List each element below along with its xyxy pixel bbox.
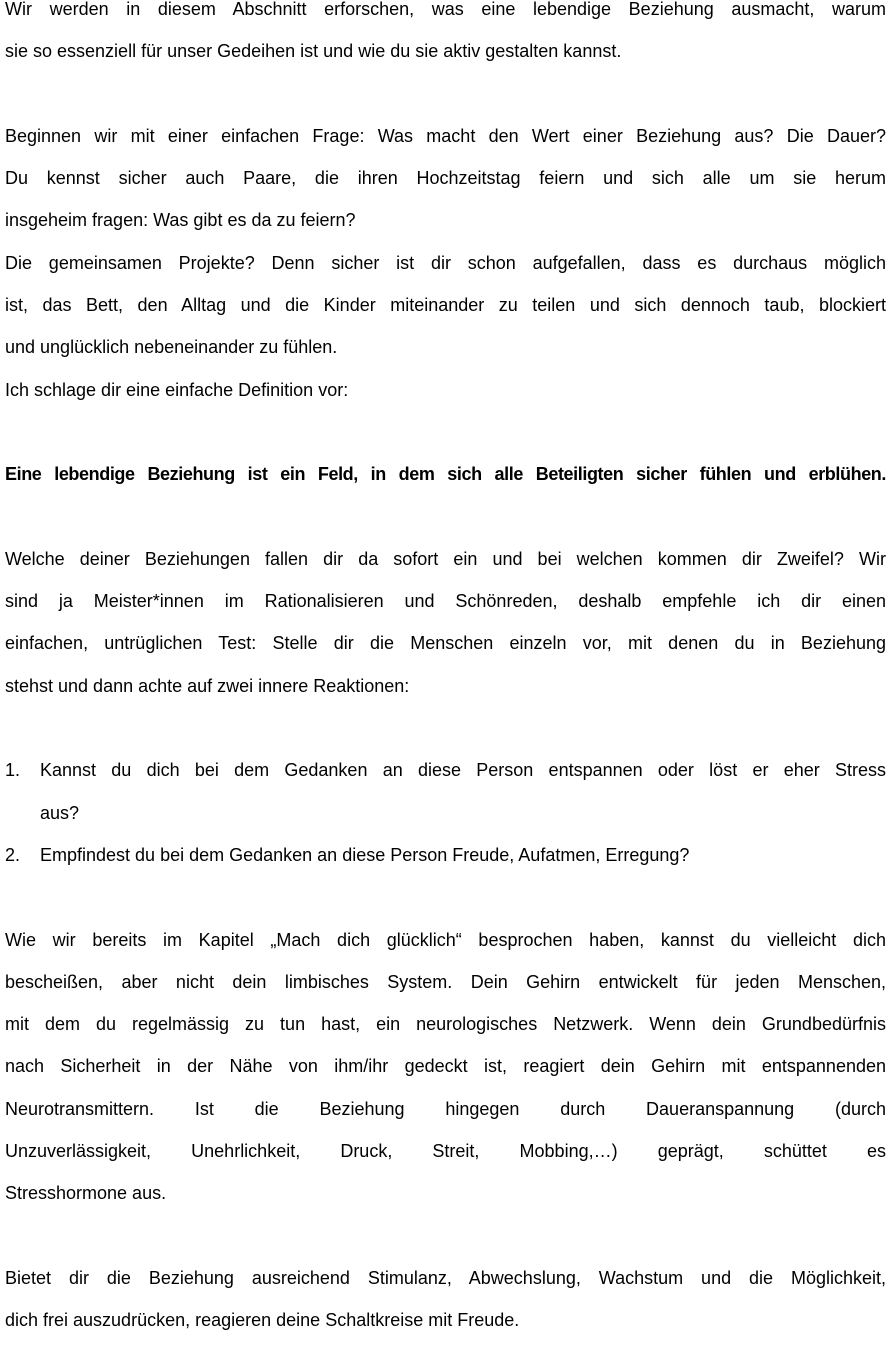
text-line xyxy=(5,622,886,664)
text-run: Eine lebendige Beziehung ist ein Feld, in dem sich alle Beteiligten sicher fühlen und erblühen. xyxy=(5,464,886,485)
text-run: insgeheim fragen: Was gibt es da zu feiern? xyxy=(5,210,356,231)
text-run: Welche deiner Beziehungen fallen dir da sofort ein und bei welchen kommen dir Zweifel? Wir xyxy=(5,548,886,569)
list-number: 2. xyxy=(5,844,21,865)
paragraph xyxy=(5,242,886,369)
text-line xyxy=(5,1088,886,1130)
text-line xyxy=(5,199,886,241)
text-line xyxy=(5,242,886,284)
text-line xyxy=(5,834,886,876)
text-line xyxy=(5,1003,886,1045)
text-run: Du kennst sicher auch Paare, die ihren Hochzeitstag feiern und sich alle um sie herum xyxy=(5,168,886,189)
text-line xyxy=(5,919,886,961)
text-line xyxy=(5,1299,886,1341)
text-line xyxy=(5,115,886,157)
text-line xyxy=(5,665,886,707)
paragraph xyxy=(5,369,886,411)
text-line xyxy=(5,326,886,368)
paragraph xyxy=(5,453,886,495)
text-run: sie so essenziell für unser Gedeihen ist und wie du sie aktiv gestalten kannst. xyxy=(5,41,622,62)
text-line xyxy=(5,369,886,411)
text-run: Die gemeinsamen Projekte? Denn sicher ist dir schon aufgefallen, dass es durchaus möglich xyxy=(5,252,886,273)
text-run: bescheißen, aber nicht dein limbisches System. Dein Gehirn entwickelt für jeden Menschen, xyxy=(5,971,886,992)
text-line xyxy=(5,792,886,834)
text-run: Bietet dir die Beziehung ausreichend Stimulanz, Abwechslung, Wachstum und die Möglichkeit, xyxy=(5,1267,886,1288)
text-run: Wir werden in diesem Abschnitt erforschen, was eine lebendige Beziehung ausmacht, warum xyxy=(5,0,886,19)
text-line xyxy=(5,453,886,495)
text-run: Kannst du dich bei dem Gedanken an diese Person entspannen oder löst er eher Stress xyxy=(40,760,886,781)
text-line xyxy=(5,961,886,1003)
text-run: sind ja Meister*innen im Rationalisieren und Schönreden, deshalb empfehle ich dir einen xyxy=(5,591,886,612)
text-line xyxy=(5,1257,886,1299)
text-run: und unglücklich nebeneinander zu fühlen. xyxy=(5,337,338,358)
text-run: dich frei auszudrücken, reagieren deine Schaltkreise mit Freude. xyxy=(5,1310,520,1331)
text-run: einfachen, untrüglichen Test: Stelle dir die Menschen einzeln vor, mit denen du in Beziehung xyxy=(5,633,886,654)
list-number: 1. xyxy=(5,760,21,781)
text-line xyxy=(5,157,886,199)
text-line xyxy=(5,1045,886,1087)
text-line xyxy=(5,284,886,326)
text-run: ist, das Bett, den Alltag und die Kinder miteinander zu teilen und sich dennoch taub, blockiert xyxy=(5,295,886,316)
text-line xyxy=(5,749,886,791)
blank-line xyxy=(5,496,886,538)
text-run: Unzuverlässigkeit, Unehrlichkeit, Druck, Streit, Mobbing,…) geprägt, schüttet es xyxy=(5,1141,886,1162)
paragraph xyxy=(5,538,886,707)
paragraph xyxy=(5,1257,886,1342)
text-line xyxy=(5,1130,886,1172)
text-run: Beginnen wir mit einer einfachen Frage: Was macht den Wert einer Beziehung aus? Die Dauer? xyxy=(5,125,886,146)
text-run: aus? xyxy=(40,802,80,823)
text-run: Stresshormone aus. xyxy=(5,1183,167,1204)
text-line xyxy=(5,580,886,622)
text-line xyxy=(5,538,886,580)
list-item xyxy=(5,834,886,876)
text-line xyxy=(5,1172,886,1214)
text-run: nach Sicherheit in der Nähe von ihm/ihr gedeckt ist, reagiert dein Gehirn mit entspannenden xyxy=(5,1056,886,1077)
text-line xyxy=(5,30,886,72)
paragraph xyxy=(5,115,886,242)
list-item xyxy=(5,749,886,834)
text-run: mit dem du regelmässig zu tun hast, ein neurologisches Netzwerk. Wenn dein Grundbedürfnis xyxy=(5,1014,886,1035)
blank-line xyxy=(5,411,886,453)
blank-line xyxy=(5,707,886,749)
blank-line xyxy=(5,876,886,918)
text-run: Wie wir bereits im Kapitel „Mach dich glücklich“ besprochen haben, kannst du vielleicht dich xyxy=(5,929,886,950)
blank-line xyxy=(5,1215,886,1257)
text-run: Ich schlage dir eine einfache Definition vor: xyxy=(5,379,349,400)
text-run: Empfindest du bei dem Gedanken an diese Person Freude, Aufatmen, Erregung? xyxy=(40,844,690,865)
paragraph xyxy=(5,0,886,73)
paragraph xyxy=(5,919,886,1215)
text-line xyxy=(5,0,886,30)
blank-line xyxy=(5,73,886,115)
text-run: stehst und dann achte auf zwei innere Reaktionen: xyxy=(5,675,410,696)
text-run: Neurotransmittern. Ist die Beziehung hingegen durch Daueranspannung (durch xyxy=(5,1098,886,1119)
